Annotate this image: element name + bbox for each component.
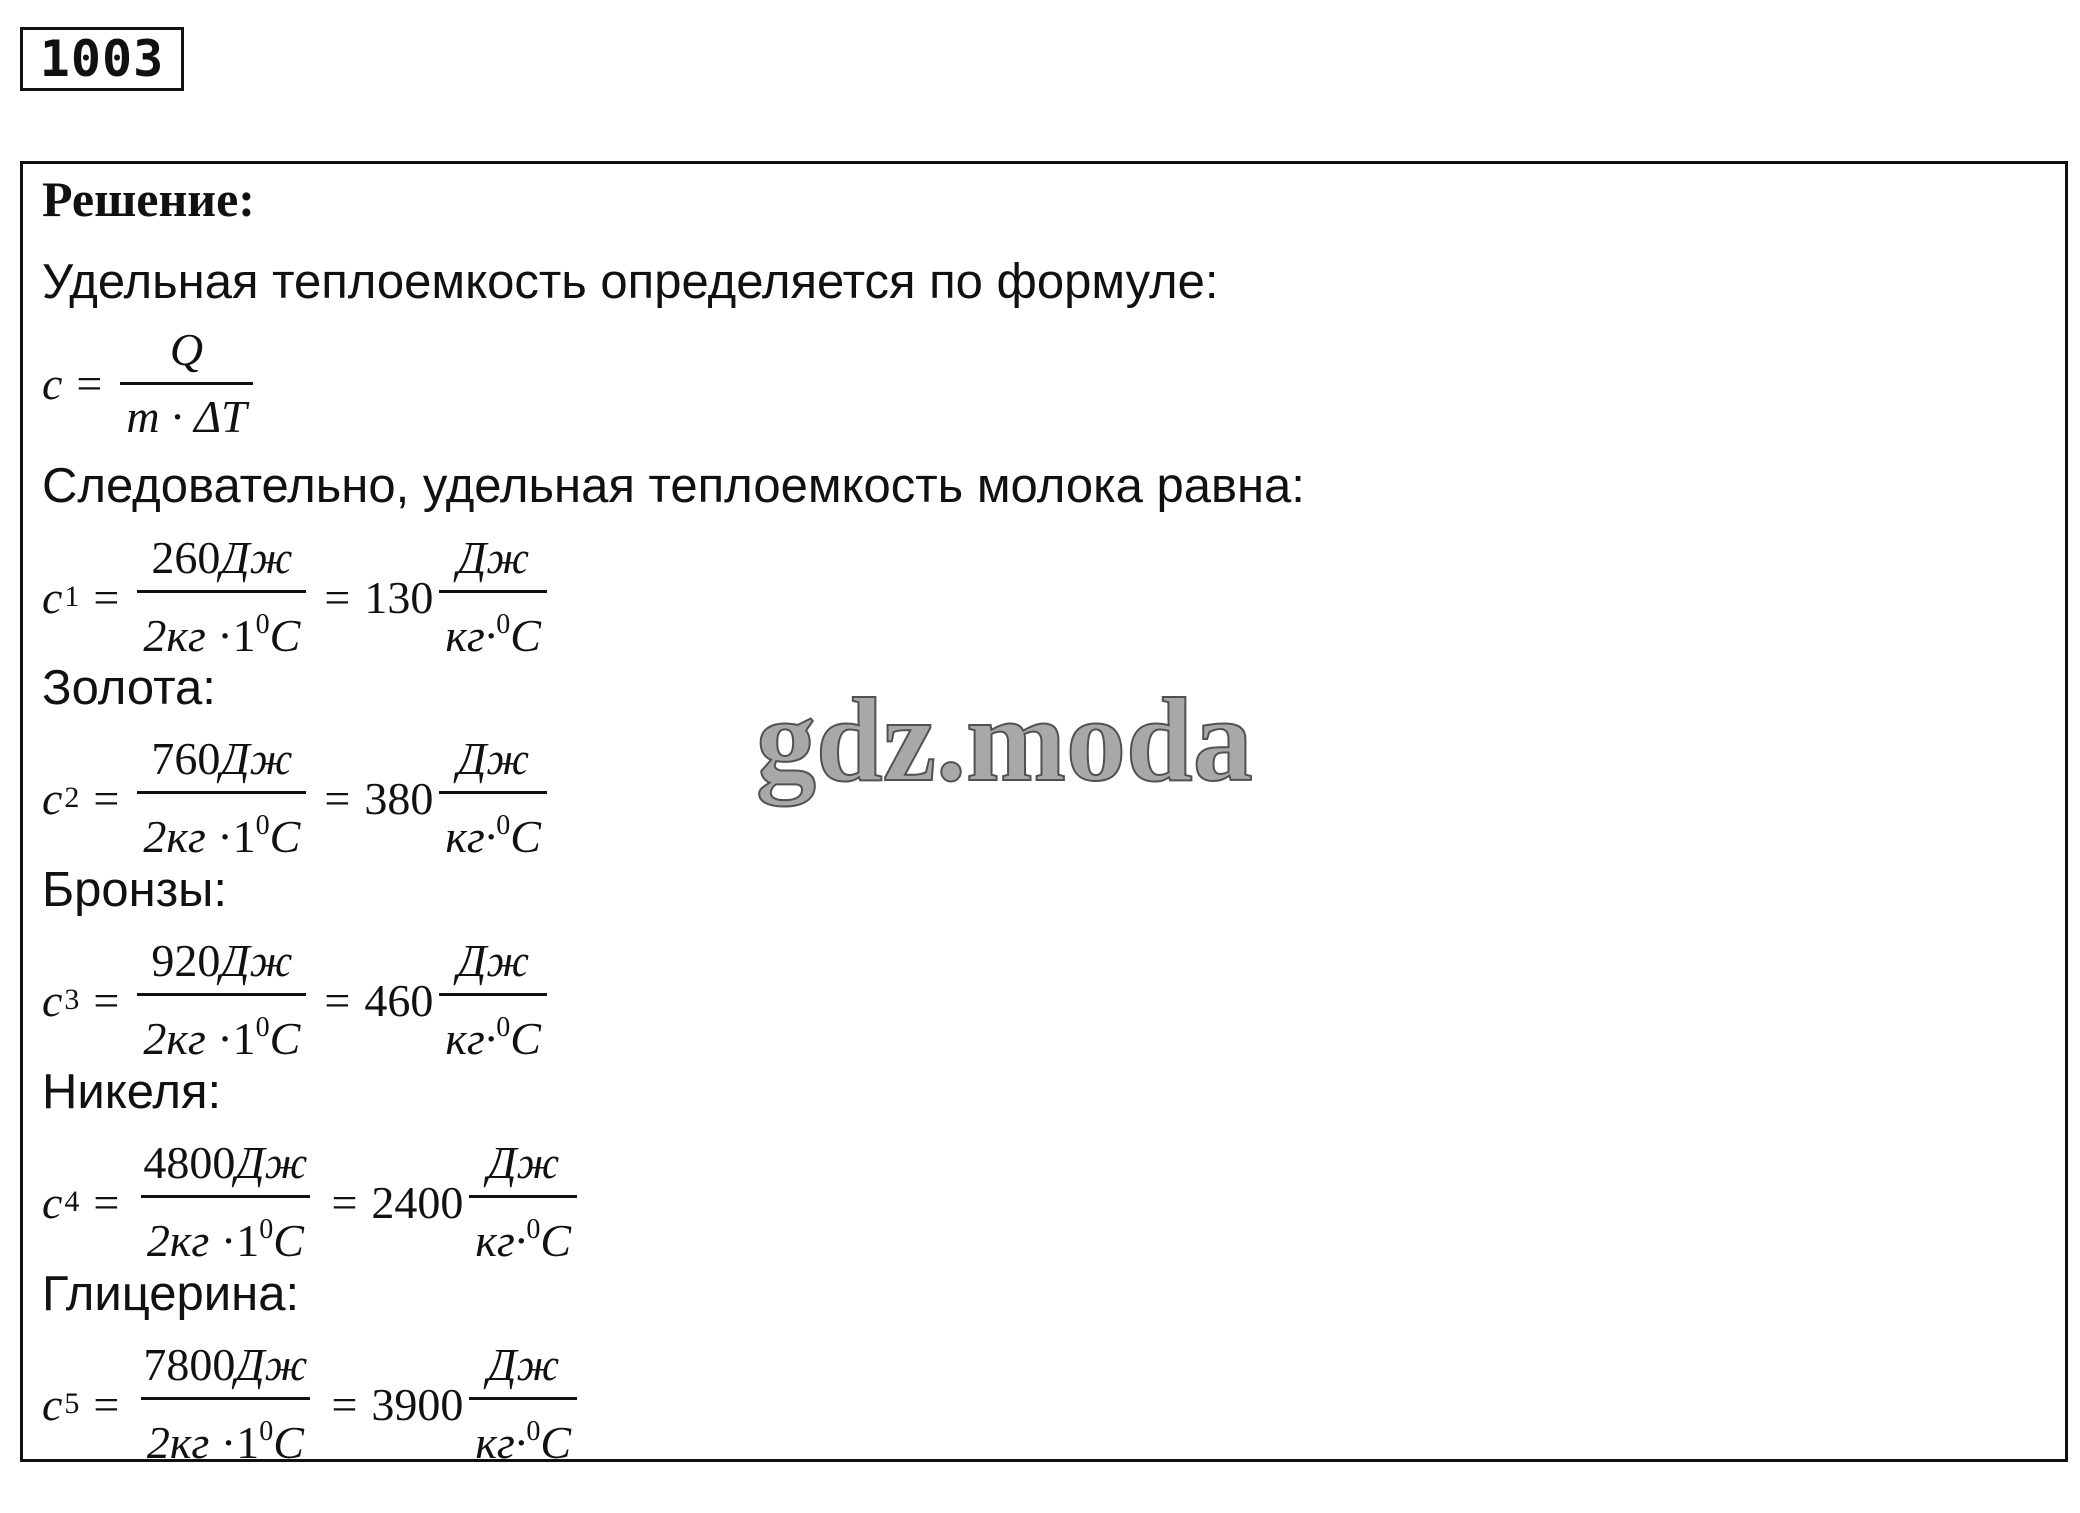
- input-fraction: [137, 933, 306, 1067]
- unit-mass: кг·: [445, 610, 497, 661]
- result-var: c: [42, 772, 63, 824]
- result-formula: [42, 1135, 581, 1269]
- degree-mark: 0: [255, 609, 270, 640]
- result-value: 380: [364, 772, 434, 824]
- energy-unit: Дж: [220, 935, 293, 986]
- result-subscript: 2: [64, 781, 80, 814]
- main-fraction: [120, 322, 252, 445]
- result-var: c: [42, 1378, 63, 1430]
- consequence-text: Следовательно, удельная теплоемкость молока равна:: [42, 459, 1305, 513]
- unit-numerator: Дж: [457, 733, 530, 784]
- temp-unit: C: [269, 811, 301, 862]
- dot-operator: ·: [205, 1013, 233, 1064]
- input-numerator: [145, 731, 298, 791]
- main-denominator: m · ΔT: [120, 382, 252, 445]
- unit-numerator: Дж: [487, 1137, 560, 1188]
- degree-mark: 0: [496, 1012, 511, 1043]
- unit-numerator: Дж: [487, 1339, 560, 1390]
- result-subscript: 3: [64, 983, 80, 1016]
- input-denominator: [141, 1397, 310, 1471]
- unit-fraction: [439, 530, 547, 664]
- result-formula: [42, 530, 551, 664]
- temp-unit: C: [273, 1417, 304, 1468]
- unit-mass: кг·: [445, 1013, 497, 1064]
- dot-operator: ·: [209, 1417, 237, 1468]
- unit-mass: кг·: [475, 1215, 527, 1266]
- unit-denominator: [439, 791, 547, 865]
- result-subscript: 4: [64, 1185, 80, 1218]
- mass-value: 2кг: [143, 610, 206, 661]
- degree-mark: 0: [255, 1012, 270, 1043]
- temp-unit: C: [269, 610, 301, 661]
- result-value: 460: [364, 974, 434, 1026]
- energy-unit: Дж: [235, 1137, 308, 1188]
- energy-value: 260: [151, 532, 221, 583]
- input-denominator: [137, 993, 306, 1067]
- input-numerator: [137, 1337, 313, 1397]
- input-numerator: [137, 1135, 313, 1195]
- temp-unit: C: [269, 1013, 301, 1064]
- dot-operator: ·: [205, 811, 233, 862]
- energy-value: 760: [151, 733, 221, 784]
- degree-mark: 0: [526, 1214, 541, 1245]
- input-numerator: [145, 530, 298, 590]
- unit-denominator: [469, 1397, 577, 1471]
- result-value: 2400: [371, 1176, 464, 1228]
- dot-operator: ·: [209, 1215, 237, 1266]
- svg-text:gdz.moda: gdz.moda: [756, 673, 1253, 806]
- material-label: Глицерина:: [42, 1267, 300, 1321]
- unit-fraction: [469, 1337, 577, 1471]
- energy-value: 4800: [143, 1137, 236, 1188]
- result-value: 3900: [371, 1378, 464, 1430]
- equals-sign: =: [93, 772, 120, 824]
- formula-lhs: c: [42, 358, 63, 409]
- energy-value: 920: [151, 935, 221, 986]
- equals-sign: =: [331, 1378, 358, 1430]
- temp-value: 1: [232, 1013, 256, 1064]
- material-label: Золота:: [42, 661, 216, 715]
- degree-mark: 0: [496, 609, 511, 640]
- input-denominator: [137, 791, 306, 865]
- result-subscript: 1: [64, 580, 80, 613]
- unit-temp: C: [540, 1417, 572, 1468]
- temp-value: 1: [236, 1215, 260, 1266]
- material-label: Бронзы:: [42, 863, 228, 917]
- mass-value: 2кг: [146, 1215, 210, 1266]
- mass-value: 2кг: [143, 811, 206, 862]
- unit-fraction: [439, 731, 547, 865]
- equals-sign: =: [93, 1176, 120, 1228]
- unit-fraction: [469, 1135, 577, 1269]
- result-var: c: [42, 571, 63, 623]
- unit-numerator: Дж: [457, 935, 530, 986]
- input-fraction: [137, 530, 306, 664]
- equals-sign: =: [93, 571, 120, 623]
- unit-denominator: [469, 1195, 577, 1269]
- material-label: Никеля:: [42, 1065, 222, 1119]
- unit-temp: C: [510, 1013, 541, 1064]
- problem-number: 1003: [20, 27, 184, 91]
- result-formula: [42, 731, 551, 865]
- input-fraction: [137, 1337, 313, 1471]
- result-var: c: [42, 974, 63, 1026]
- degree-mark: 0: [255, 810, 270, 841]
- input-fraction: [137, 731, 306, 865]
- input-numerator: [145, 933, 298, 993]
- watermark-logo: [752, 668, 1340, 808]
- result-var: c: [42, 1176, 63, 1228]
- main-numerator: Q: [169, 324, 204, 375]
- unit-temp: C: [510, 610, 541, 661]
- equals-sign: =: [76, 358, 103, 409]
- temp-value: 1: [232, 811, 256, 862]
- energy-unit: Дж: [235, 1339, 308, 1390]
- unit-temp: C: [510, 811, 541, 862]
- degree-mark: 0: [496, 810, 511, 841]
- unit-numerator: Дж: [457, 532, 530, 583]
- energy-unit: Дж: [220, 532, 293, 583]
- equals-sign: =: [331, 1176, 358, 1228]
- input-denominator: [137, 590, 306, 664]
- equals-sign: =: [93, 974, 120, 1026]
- degree-mark: 0: [259, 1214, 274, 1245]
- input-denominator: [141, 1195, 310, 1269]
- mass-value: 2кг: [143, 1013, 206, 1064]
- unit-denominator: [439, 993, 547, 1067]
- equals-sign: =: [324, 772, 351, 824]
- unit-mass: кг·: [475, 1417, 527, 1468]
- temp-unit: C: [273, 1215, 304, 1266]
- unit-fraction: [439, 933, 547, 1067]
- solution-heading: Решение:: [42, 171, 255, 227]
- main-formula: [42, 322, 257, 445]
- equals-sign: =: [93, 1378, 120, 1430]
- result-formula: [42, 933, 551, 1067]
- intro-text: Удельная теплоемкость определяется по формуле:: [42, 255, 1219, 309]
- temp-value: 1: [236, 1417, 260, 1468]
- unit-mass: кг·: [445, 811, 497, 862]
- result-formula: [42, 1337, 581, 1471]
- degree-mark: 0: [526, 1416, 541, 1447]
- degree-mark: 0: [259, 1416, 274, 1447]
- equals-sign: =: [324, 974, 351, 1026]
- unit-denominator: [439, 590, 547, 664]
- input-fraction: [137, 1135, 313, 1269]
- temp-value: 1: [232, 610, 256, 661]
- energy-value: 7800: [143, 1339, 236, 1390]
- result-subscript: 5: [64, 1387, 80, 1420]
- equals-sign: =: [324, 571, 351, 623]
- energy-unit: Дж: [220, 733, 293, 784]
- dot-operator: ·: [205, 610, 233, 661]
- result-value: 130: [364, 571, 434, 623]
- unit-temp: C: [540, 1215, 572, 1266]
- mass-value: 2кг: [146, 1417, 210, 1468]
